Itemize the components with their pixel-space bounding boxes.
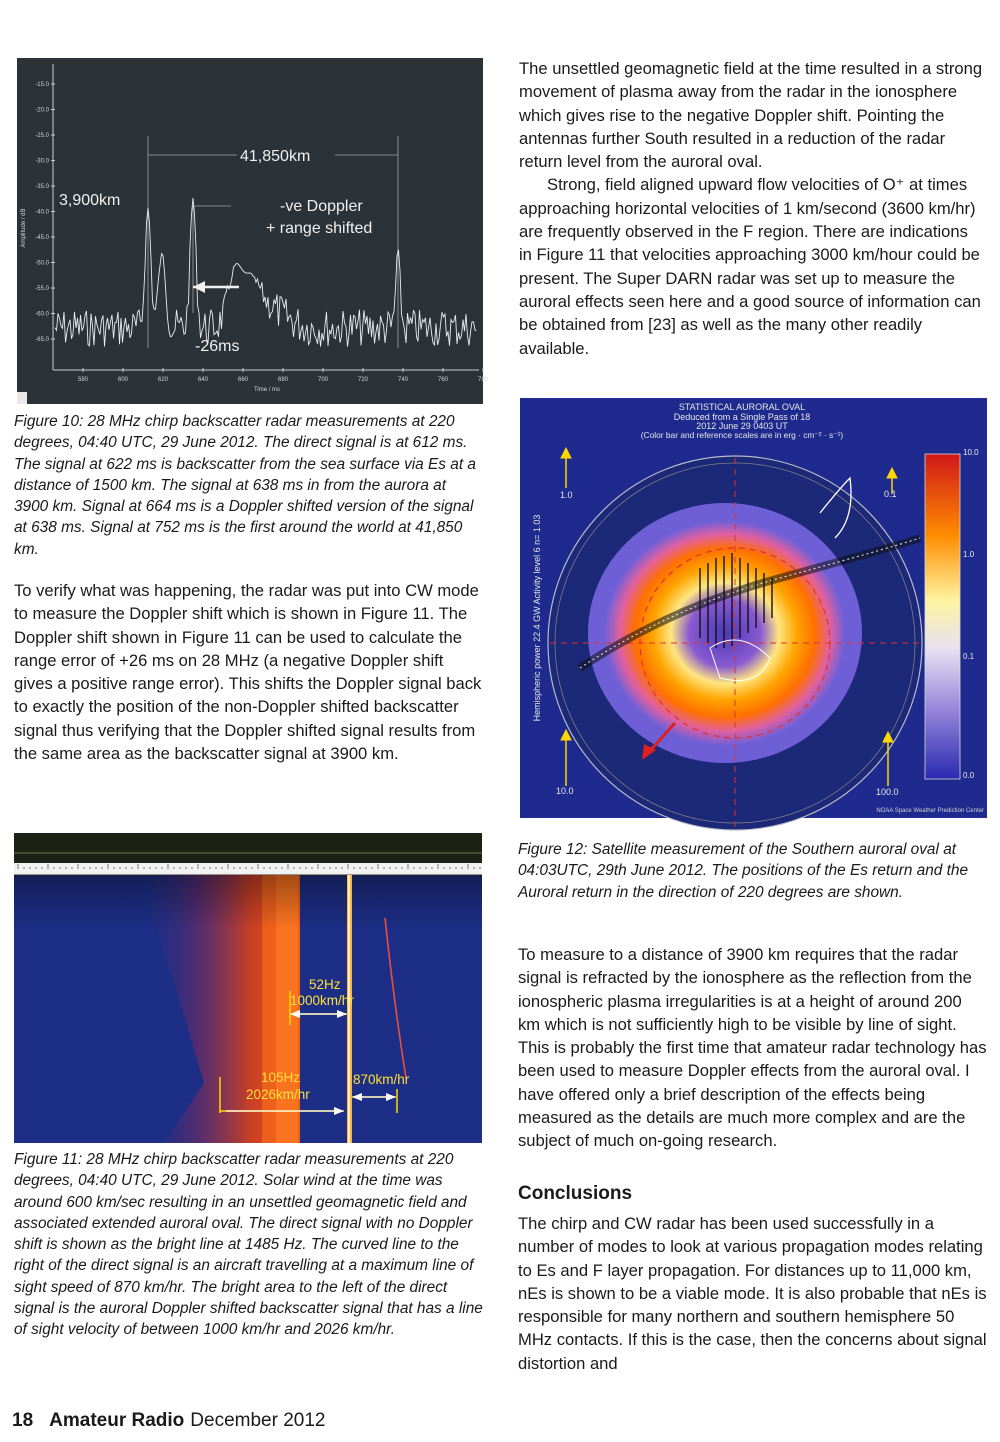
y-tick-label: -65.0 bbox=[35, 337, 49, 343]
page-number: 18 bbox=[12, 1410, 34, 1431]
x-tick-label: 700 bbox=[317, 377, 329, 383]
magazine-name: Amateur Radio bbox=[49, 1410, 185, 1431]
annotation-3900km: 3,900km bbox=[59, 192, 121, 209]
x-tick-label: 680 bbox=[277, 377, 289, 383]
colorbar-tick-label: 10.0 bbox=[963, 448, 979, 457]
conclusions-text bbox=[518, 1212, 988, 1375]
y-tick-label: -60.0 bbox=[35, 311, 49, 318]
right-column-middle-text bbox=[518, 943, 988, 1153]
x-axis-label: Time / ms bbox=[253, 387, 281, 393]
x-tick-label: 660 bbox=[237, 377, 249, 383]
annotation-range-shifted: + range shifted bbox=[266, 220, 373, 237]
left-column-paragraph-1 bbox=[14, 579, 484, 765]
x-tick-label: 760 bbox=[437, 377, 449, 383]
y-tick-label: -55.0 bbox=[35, 286, 49, 292]
annotation-doppler: -ve Doppler bbox=[280, 198, 363, 215]
figure-12-image bbox=[520, 398, 987, 818]
page-footer bbox=[12, 1410, 325, 1432]
x-tick-label: 720 bbox=[357, 377, 369, 383]
x-tick-label: 640 bbox=[197, 377, 209, 383]
colorbar-tick-label: 0.0 bbox=[963, 771, 975, 780]
figure-10-caption: Figure 10: 28 MHz chirp backscatter radar measurements at 220 degrees, 04:40 UTC, 29 June 2012. The direct signal is at 612 ms. The signal at 622 ms is backscatter from the sea surface via Es at a distance of 1500 km. The signal at 638 ms in from the aurora at 3900 km. Signal at 664 ms is a Doppler shifted version of the signal at 638 ms. Signal at 752 ms is the first around the world at 41,850 km. bbox=[14, 413, 476, 558]
figure-10-image bbox=[17, 58, 489, 404]
fig12-title: STATISTICAL AURORAL OVAL bbox=[678, 402, 806, 412]
fig12-side-label: Hemispheric power 22.4 GW Activity level 6 n= 1.03 bbox=[532, 514, 542, 722]
x-tick-label: 740 bbox=[397, 377, 409, 383]
y-axis-label: Amplitude / dB bbox=[21, 208, 27, 248]
y-tick-label: -50.0 bbox=[35, 260, 49, 267]
scale-label: 0.1 bbox=[884, 489, 897, 499]
body-paragraph: To verify what was happening, the radar was put into CW mode to measure the Doppler shift which is shown in Figure 11. The Doppler shift shown in Figure 11 can be used to calculate the range error of +26 ms on 28 MHz (a negative Doppler shift gives a positive range error). This shifts the Doppler signal back to exactly the position of the non-Doppler shifted backscatter signal thus verifying that the Doppler shifted signal results from the same area as the backscatter signal at 3900 km. bbox=[14, 581, 482, 764]
annotation-870kmhr: 870km/hr bbox=[353, 1072, 410, 1087]
colorbar-tick-label: 0.1 bbox=[963, 652, 975, 661]
y-tick-label: -30.0 bbox=[35, 158, 49, 165]
issue-date: December 2012 bbox=[190, 1410, 326, 1431]
annotation-2026kmhr: 2026km/hr bbox=[246, 1087, 310, 1102]
right-column-top-text bbox=[519, 57, 983, 360]
body-paragraph: Strong, field aligned upward flow velocities of O⁺ at times approaching horizontal velocities of 1 km/second (3600 km/hr) are frequently observed in the F region. There are indications in Figure 11 that velocities approaching 3000 km/hour could be present. The Super DARN radar was set up to measure the auroral effects seen here and a good source of information can be obtained from [23] as well as the many other readily available. bbox=[519, 175, 981, 358]
x-tick-label: 620 bbox=[157, 377, 169, 383]
fig12-units: (Color bar and reference scales are in erg · cm⁻² · s⁻¹) bbox=[640, 430, 844, 440]
x-tick-label: 600 bbox=[117, 377, 129, 383]
y-tick-label: -35.0 bbox=[35, 184, 49, 190]
figure-11-caption: Figure 11: 28 MHz chirp backscatter radar measurements at 220 degrees, 04:40 UTC, 29 June 2012. Solar wind at the time was around 600 km/sec resulting in an unsettled geomagnetic field and associated extended auroral oval. The direct signal with no Doppler shift is shown as the bright line at 1485 Hz. The curved line to the right of the direct signal is an aircraft travelling at a maximum line of sight speed of 870 km/hr. The bright area to the left of the direct signal is the auroral Doppler shifted backscatter signal that has a line of sight velocity of between 1000 km/hr and 2026 km/hr. bbox=[14, 1151, 483, 1339]
annotation-52hz: 52Hz bbox=[309, 977, 341, 992]
figure-12-auroral-oval bbox=[520, 398, 987, 818]
body-paragraph: The chirp and CW radar has been used successfully in a number of modes to look at various propagation modes relating to Es and F layer propagation. For distances up to 11,000 km, nEs is shown to be a viable mode. It is also probable that nEs is responsible for many northern and southern hemisphere 50 MHz contacts. If this is the case, then the concerns about signal distortion and bbox=[518, 1214, 987, 1373]
y-tick-label: -20.0 bbox=[35, 107, 49, 114]
fig12-date: 2012 June 29 0403 UT bbox=[696, 421, 788, 431]
y-tick-label: -15.0 bbox=[35, 82, 49, 88]
y-tick-label: -45.0 bbox=[35, 235, 49, 241]
colorbar-tick-label: 1.0 bbox=[963, 550, 975, 559]
body-paragraph: The unsettled geomagnetic field at the time resulted in a strong movement of plasma away from the radar in the ionosphere which gives rise to the negative Doppler shift. Pointing the antennas further South resulted in a reduction of the radar return level from the auroral oval. bbox=[519, 59, 983, 172]
annotation-105hz: 105Hz bbox=[261, 1070, 301, 1085]
scale-label: 100.0 bbox=[876, 787, 899, 797]
scale-label: 1.0 bbox=[560, 490, 573, 500]
x-tick-label: 780 bbox=[477, 377, 489, 383]
figure-11-image bbox=[14, 833, 482, 1143]
annotation-1000kmhr: 1000km/hr bbox=[290, 993, 354, 1008]
figure-11-waterfall bbox=[14, 833, 482, 1143]
y-tick-label: -40.0 bbox=[35, 209, 49, 216]
fig12-credit: NOAA Space Weather Prediction Center bbox=[876, 808, 984, 814]
y-tick-label: -25.0 bbox=[35, 133, 49, 139]
body-paragraph: To measure to a distance of 3900 km requires that the radar signal is refracted by the ionosphere as the reflection from the ionospheric plasma irregularities is at a height of around 200 km which is not sufficiently high to be visible by line of sight. This is probably the first time that amateur radar technology has been used to measure Doppler effects from the auroral oval. I have offered only a brief description of the effects being measured as the details are much more complex and are the subject of much on-going research. bbox=[518, 945, 987, 1151]
scale-label: 10.0 bbox=[556, 786, 574, 796]
fig12-subtitle: Deduced from a Single Pass of 18 bbox=[673, 412, 811, 422]
annotation-41850km: 41,850km bbox=[240, 148, 311, 165]
x-tick-label: 580 bbox=[77, 377, 89, 383]
conclusions-heading: Conclusions bbox=[518, 1183, 633, 1204]
annotation-26ms: -26ms bbox=[195, 338, 240, 355]
figure-12-caption: Figure 12: Satellite measurement of the Southern auroral oval at 04:03UTC, 29th June 2012. The positions of the Es return and the Auroral return in the direction of 220 degrees are shown. bbox=[518, 841, 969, 901]
figure-10-plot bbox=[17, 58, 489, 404]
